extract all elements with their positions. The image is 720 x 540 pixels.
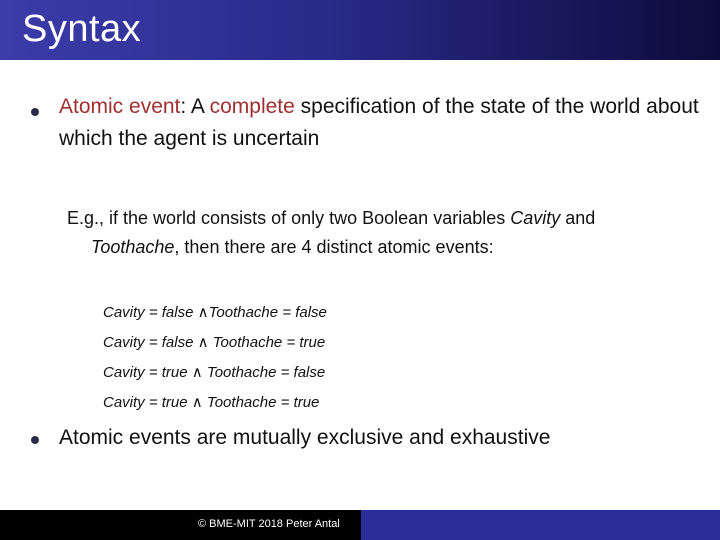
example-var1: Cavity <box>510 208 561 228</box>
bullet-mutually-exclusive: Atomic events are mutually exclusive and exhaustive <box>59 426 551 449</box>
title-bar <box>0 0 720 60</box>
example-var2: Toothache <box>91 237 175 257</box>
bullet1-colon: : A <box>180 95 210 118</box>
atomic-event-2: Cavity = false ∧ Toothache = true <box>103 334 326 351</box>
bullet-atomic-event <box>59 91 699 155</box>
bullet-dot-2 <box>31 436 39 444</box>
bullet-dot-1 <box>31 108 39 116</box>
atomic-event-4: Cavity = true ∧ Toothache = true <box>103 394 320 411</box>
example-prefix: E.g., if the world consists of only two Boolean variables <box>67 208 511 228</box>
footer-copyright: © BME-MIT 2018 Peter Antal <box>198 518 340 530</box>
term-atomic-event: Atomic event <box>59 95 181 118</box>
term-complete: complete <box>209 95 295 118</box>
example-paragraph <box>67 204 687 262</box>
example-suffix: , then there are 4 distinct atomic events: <box>174 237 494 257</box>
example-mid: and <box>560 208 596 228</box>
bullet1-rest: specification of the state of the world about which the agent is uncertain <box>59 95 699 150</box>
footer-right-band <box>361 510 720 540</box>
slide-title: Syntax <box>22 8 142 50</box>
atomic-event-3: Cavity = true ∧ Toothache = false <box>103 364 326 381</box>
atomic-event-1: Cavity = false ∧Toothache = false <box>103 304 327 321</box>
